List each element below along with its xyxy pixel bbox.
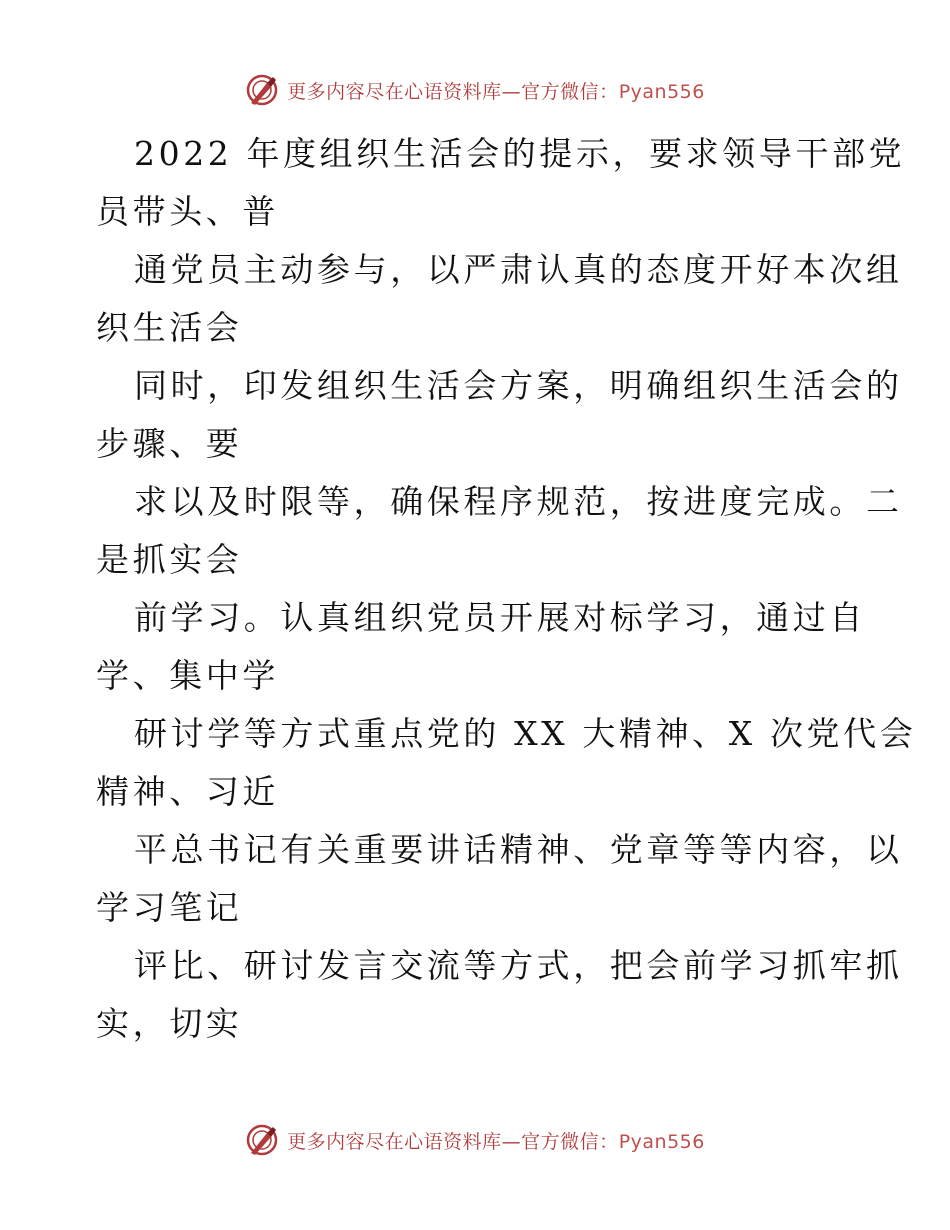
- paragraph: [96, 937, 903, 1053]
- paragraph-line: 精神、习近: [96, 772, 279, 811]
- paragraph-line: 前学习。认真组织党员开展对标学习，通过自: [134, 598, 866, 637]
- paragraph-line: 步骤、要: [96, 424, 243, 463]
- paragraph-line: 是抓实会: [96, 540, 243, 579]
- pen-logo-icon: [245, 73, 279, 107]
- paragraph: [96, 705, 917, 821]
- paragraph-line: 平总书记有关重要讲话精神、党章等等内容，以: [134, 830, 903, 869]
- document-body: [96, 125, 917, 1053]
- paragraph-line: 求以及时限等，确保程序规范，按进度完成。二: [134, 482, 903, 521]
- paragraph-line: 学、集中学: [96, 656, 279, 695]
- paragraph: [96, 357, 903, 473]
- paragraph: [96, 821, 903, 937]
- wechat-label: 官方微信：: [521, 80, 619, 103]
- paragraph-line: 学习笔记: [96, 888, 243, 927]
- wechat-id: Pyan556: [618, 80, 705, 103]
- header-banner: [0, 70, 950, 110]
- paragraph-line: 2022 年度组织生活会的提示，要求领导干部党: [134, 134, 906, 173]
- site-name: 更多内容尽在心语资料库: [287, 1130, 502, 1153]
- paragraph-line: 研讨学等方式重点党的 XX 大精神、X 次党代会: [134, 714, 917, 753]
- paragraph-line: 员带头、普: [96, 192, 279, 231]
- footer-banner: [0, 1120, 950, 1160]
- paragraph-line: 织生活会: [96, 308, 243, 347]
- footer-banner-text: [287, 1127, 705, 1154]
- wechat-id: Pyan556: [618, 1130, 705, 1153]
- separator: —: [501, 80, 522, 103]
- paragraph: [96, 125, 906, 241]
- site-name: 更多内容尽在心语资料库: [287, 80, 502, 103]
- paragraph: [96, 241, 903, 357]
- header-banner-text: [287, 77, 705, 104]
- pen-logo-icon: [245, 1123, 279, 1157]
- paragraph: [96, 473, 903, 589]
- paragraph: [96, 589, 866, 705]
- wechat-label: 官方微信：: [521, 1130, 619, 1153]
- paragraph-line: 实，切实: [96, 1004, 243, 1043]
- paragraph-line: 评比、研讨发言交流等方式，把会前学习抓牢抓: [134, 946, 903, 985]
- separator: —: [501, 1130, 522, 1153]
- paragraph-line: 通党员主动参与，以严肃认真的态度开好本次组: [134, 250, 903, 289]
- paragraph-line: 同时，印发组织生活会方案，明确组织生活会的: [134, 366, 903, 405]
